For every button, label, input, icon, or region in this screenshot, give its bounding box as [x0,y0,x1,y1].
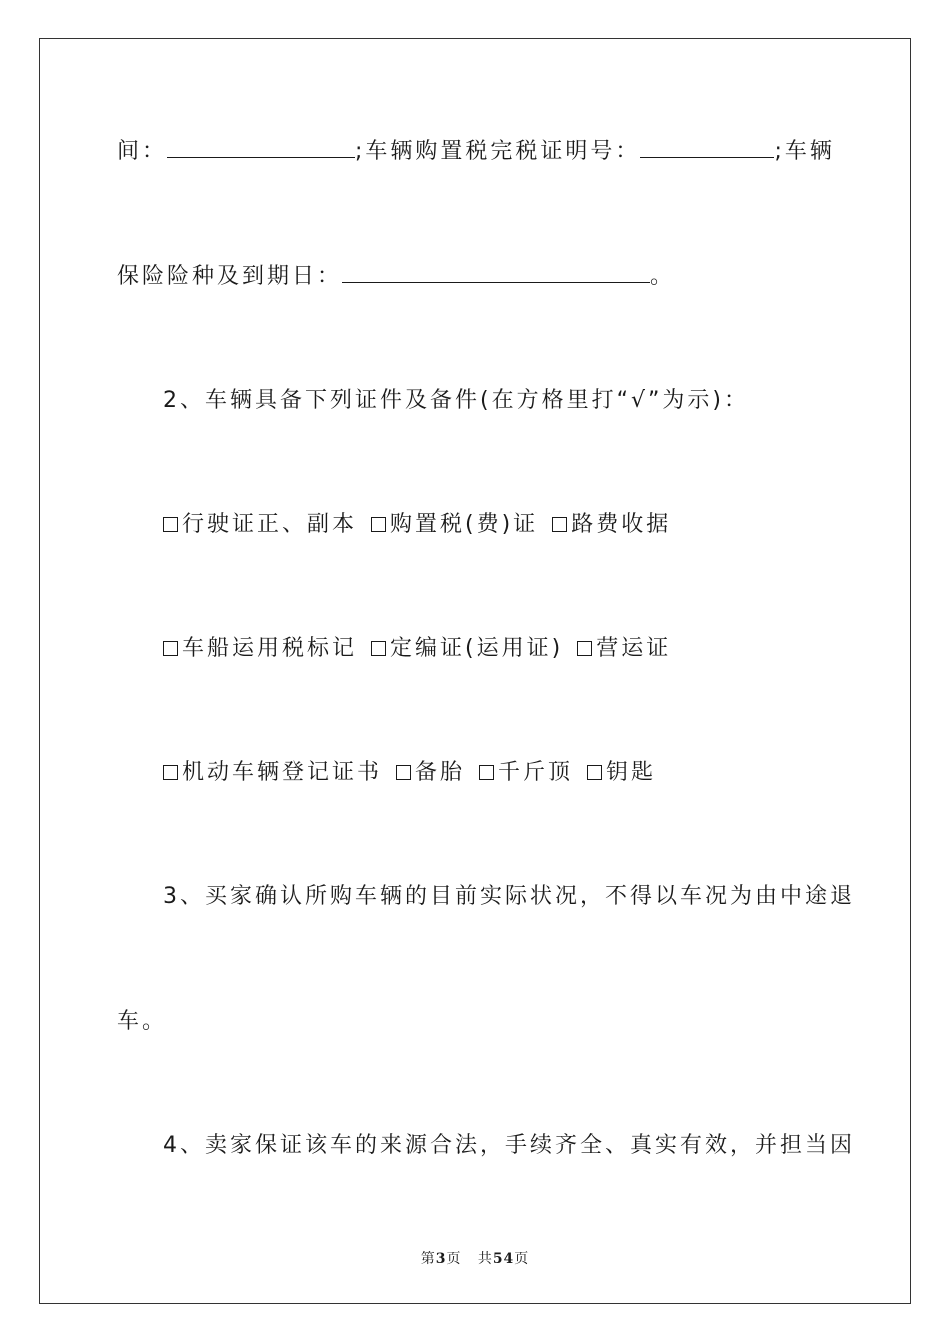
text-segment: ;车辆 [774,139,835,164]
checklist-row-1 [163,510,883,540]
footer-text: 第 [420,1251,436,1267]
checkbox-icon[interactable] [587,765,602,780]
checkbox-icon[interactable] [371,641,386,656]
checklist-label: 营运证 [596,636,672,661]
checkbox-icon[interactable] [163,641,178,656]
checklist-label: 备胎 [415,760,466,785]
checklist-item [371,636,563,661]
fill-blank-time[interactable] [167,137,355,158]
paragraph-4-line-1: 4、卖家保证该车的来源合法，手续齐全、真实有效，并担当因 [163,1133,855,1158]
text-line-1 [117,137,837,167]
checklist-label: 购置税(费)证 [390,512,539,537]
text-segment: ;车辆购置税完税证明号： [355,139,641,164]
current-page-number: 3 [435,1251,447,1267]
checklist-item [587,760,656,785]
checklist-label: 机动车辆登记证书 [182,760,383,785]
checklist-label: 行驶证正、副本 [182,512,358,537]
footer-text: 页 [514,1251,530,1267]
total-pages-number: 54 [492,1251,515,1267]
paragraph-3-line-1: 3、买家确认所购车辆的目前实际状况，不得以车况为由中途退 [163,884,855,909]
paragraph-3-line-2: 车。 [117,1009,168,1034]
checkbox-icon[interactable] [577,641,592,656]
page-footer [0,1248,950,1268]
checklist-label: 千斤顶 [498,760,574,785]
checklist-item [396,760,465,785]
checklist-item [577,636,671,661]
checklist-row-3 [163,758,883,788]
checkbox-icon[interactable] [479,765,494,780]
checklist-item [163,760,382,785]
page-border [39,38,911,1304]
checklist-label: 路费收据 [571,512,672,537]
fill-blank-insurance[interactable] [342,262,650,283]
fill-blank-tax-certificate[interactable] [640,137,774,158]
checklist-label: 定编证(运用证) [390,636,564,661]
checkbox-icon[interactable] [371,517,386,532]
text-line-2 [117,262,837,292]
checklist-item [371,512,538,537]
footer-text: 共 [477,1251,493,1267]
text-segment: 间： [117,139,168,164]
checkbox-icon[interactable] [552,517,567,532]
checklist-label: 车船运用税标记 [182,636,358,661]
checklist-item [163,512,357,537]
checkbox-icon[interactable] [163,765,178,780]
text-segment: 保险险种及到期日： [117,264,343,289]
text-segment: 。 [650,264,676,289]
paragraph-2-heading: 2、车辆具备下列证件及备件(在方格里打“√”为示)： [163,388,749,413]
checklist-row-2 [163,634,883,664]
checklist-item [479,760,573,785]
checklist-item [163,636,357,661]
checklist-item [552,512,671,537]
checkbox-icon[interactable] [396,765,411,780]
checkbox-icon[interactable] [163,517,178,532]
footer-text: 页 [446,1251,462,1267]
checklist-label: 钥匙 [606,760,657,785]
